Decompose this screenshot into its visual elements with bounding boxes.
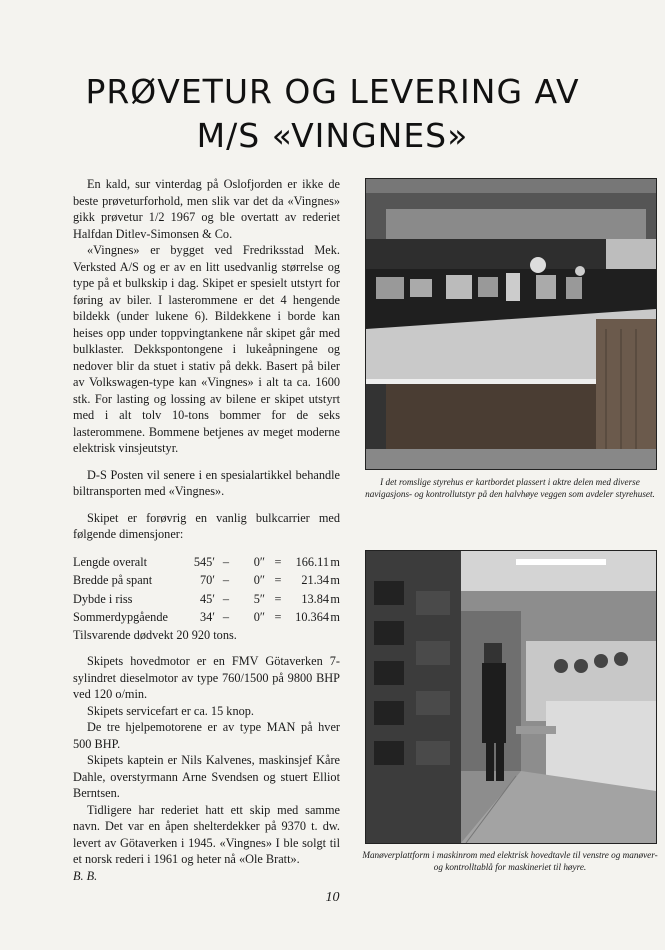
engine-room-photo [365,550,657,844]
dimension-inches: 0″ [253,610,265,624]
dimension-metres: 10.364 [295,610,329,624]
paragraph-build: «Vingnes» er bygget ved Fredriksstad Mek. Verksted A/S og er av en litt usedvanlig størrelse og type på et bulkskip i dag. Skipet er spesielt utstyrt for føring av biler. I lasterommene er det 4 hengende bildekk (under lukene 6). Bildekkene i borde kan heises opp under toppvingtankene når skipet går med bulklaster. Dekkspontongene i lukeåpningene og nedover blir da stuet i stativ på dekk. Basert på biler av Volkswagen-type kan «Vingnes» i alt ta ca. 1600 stk. For lasting og lossing av bilene er skipet utstyrt med i alt tolv 10-tons bommer for de seks lasterommene. Bommene betjenes av meget moderne elektrisk vinsjeutstyr. [73,243,340,455]
dimension-equals: = [274,610,282,624]
paragraph-crew: Skipets kaptein er Nils Kalvenes, maskinsjef Kåre Dahle, overstyrmann Arne Svendsen og stuert Elliot Berntsen. [73,753,340,800]
paragraph-aux-engines: De tre hjelpemotorene er av type MAN på hver 500 BHP. [73,720,340,751]
dimensions-table [73,553,340,627]
dimension-feet: 34′ [200,610,215,624]
wheelhouse-photo [365,178,657,470]
dimension-metres: 166.11 [295,554,329,569]
dimension-metres: 13.84 [301,591,329,606]
page-number: 10 [325,890,340,905]
dimension-inches: 0″ [253,554,265,569]
dimension-row [73,553,340,572]
dimension-feet: 545′ [193,554,215,569]
paragraph-dimensions-intro: Skipet er forøvrig en vanlig bulkcarrier med følgende dimensjoner: [73,510,340,541]
article-column [73,176,340,884]
paragraph-history: Tidligere har rederiet hatt ett skip med samme navn. Det var en åpen shelterdekker på 9370 t. dw. levert av Götaverken i 1945. «Vingnes» I ble solgt til et norsk rederi i 1961 og heter nå «Ole Bratt». [73,802,340,866]
paragraph-intro: En kald, sur vinterdag på Oslofjorden er ikke de beste prøveturforhold, men slik var det da «Vingnes» gikk prøvetur 1/2 1967 og ble overtatt av rederiet Halfdan Ditlev-Simonsen & Co. [73,177,340,241]
deadweight-line: Tilsvarende dødvekt 20 920 tons. [73,627,237,642]
paragraph-speed: Skipets servicefart er ca. 15 knop. [87,703,254,718]
dimension-row [73,608,340,627]
dimension-inches: 0″ [253,573,265,587]
dimension-dash: – [222,591,230,606]
title-line-2: M/S «VINGNES» [196,116,469,155]
dimension-equals: = [274,573,282,587]
paragraph-engine: Skipets hovedmotor er en FMV Götaverken 7-sylindret dieselmotor av type 760/1500 på 9800 BHP ved 120 o/min. [73,654,340,701]
dimension-unit: m [330,554,340,569]
dimension-unit: m [330,610,340,624]
title-line-1: PRØVETUR OG LEVERING AV [85,72,580,111]
dimension-metres: 21.34 [301,573,329,587]
page-title [0,70,665,158]
dimension-unit: m [330,573,340,587]
dimension-name: Lengde overalt [73,554,148,569]
engine-room-caption: Manøverplattform i maskinrom med elektrisk hovedtavle til venstre og manøver- og kontrolltablå for maskineriet til høyre. [362,850,658,872]
dimension-name: Dybde i riss [73,591,133,606]
paragraph-posten: D-S Posten vil senere i en spesialartikkel behandle biltransporten med «Vingnes». [73,467,340,498]
dimension-row [73,571,340,590]
dimension-equals: = [274,554,282,569]
wheelhouse-caption: I det romslige styrehus er kartbordet plassert i aktre delen med diverse navigasjons- og kontrollutstyr på den halvhøye veggen som avdeler styrehuset. [365,477,655,499]
dimension-name: Sommerdypgående [73,610,168,624]
signature: B. B. [73,868,98,883]
dimension-inches: 5″ [253,591,265,606]
dimension-unit: m [330,591,340,606]
dimension-feet: 45′ [200,591,215,606]
dimension-dash: – [222,573,230,587]
dimension-equals: = [274,591,282,606]
dimension-feet: 70′ [200,573,215,587]
dimension-dash: – [222,610,230,624]
dimension-name: Bredde på spant [73,573,153,587]
dimension-row [73,590,340,609]
dimension-dash: – [222,554,230,569]
